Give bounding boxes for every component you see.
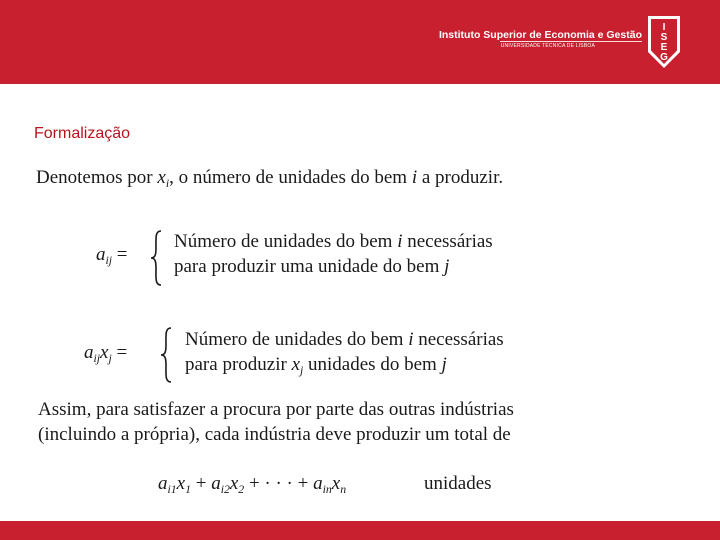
header-band <box>0 0 720 84</box>
institute-name: Instituto Superior de Economia e Gestão <box>438 29 642 41</box>
svg-text:I: I <box>662 22 666 33</box>
definition-aij-line2: para produzir uma unidade do bem j <box>174 256 450 277</box>
brand-divider <box>500 41 642 42</box>
svg-text:E: E <box>660 42 668 53</box>
definition-aij-line1: Número de unidades do bem i necessárias <box>174 231 493 252</box>
paragraph-line-2: (incluindo a própria), cada indústria deve produzir um total de <box>38 424 511 445</box>
definition-aij-xj-line2: para produzir $x_j$ unidades do bem j <box>185 354 447 378</box>
iseg-logo-icon <box>646 14 682 70</box>
definition-aij-lhs: $a_{ij}$ = <box>96 244 128 268</box>
sum-expression: $a_{i1}x_1 + a_{i2}x_2$ + · · · + $a_{in}x_n$ <box>158 473 347 497</box>
svg-text:S: S <box>660 32 668 43</box>
definition-aij-xj-line1: Número de unidades do bem i necessárias <box>185 329 504 350</box>
unit-label: unidades <box>424 473 492 494</box>
svg-text:G: G <box>660 52 668 63</box>
footer-band <box>0 521 720 540</box>
intro-sentence: Denotemos por $x_i$, o número de unidades do bem i a produzir. <box>36 167 504 191</box>
university-name: UNIVERSIDADE TÉCNICA DE LISBOA <box>500 43 595 49</box>
definition-aij-xj-lhs: $a_{ij}x_j$ = <box>84 342 128 366</box>
slide-title: Formalização <box>34 125 131 142</box>
paragraph-line-1: Assim, para satisfazer a procura por parte das outras indústrias <box>38 399 514 420</box>
left-brace-icon <box>160 327 172 383</box>
left-brace-icon <box>150 230 162 286</box>
